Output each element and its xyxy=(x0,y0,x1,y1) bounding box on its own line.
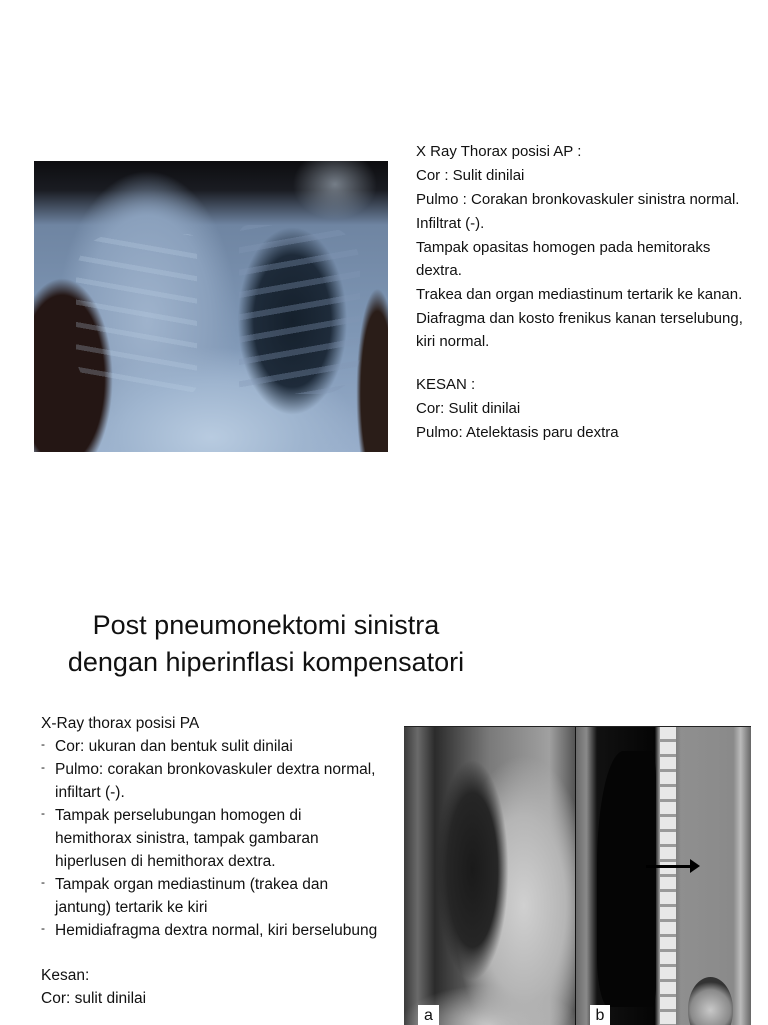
slide-title xyxy=(36,607,496,681)
panel-label-b: b xyxy=(590,1005,611,1025)
panel-label-a: a xyxy=(418,1005,439,1025)
report-line: Tampak opasitas homogen pada hemitoraks dextra. xyxy=(416,239,711,279)
arrow-right-icon xyxy=(646,865,696,868)
report-line: Cor : Sulit dinilai xyxy=(416,167,525,184)
list-item: - Hemidiafragma dextra normal, kiri berselubung xyxy=(41,921,378,939)
right-lung-shadow xyxy=(597,751,657,1007)
dash-bullet-icon: - xyxy=(41,921,45,935)
kesan-line: Pulmo: Atelektasis paru dextra xyxy=(416,424,619,441)
spine-shadow xyxy=(660,727,676,1025)
report-line: Diafragma dan kosto frenikus kanan terselubung, kiri normal. xyxy=(416,310,743,350)
kesan-heading: KESAN : xyxy=(416,376,476,393)
list-item: - Tampak perselubungan homogen di hemithorax sinistra, tampak gambaran hiperlusen di hemithorax dextra. xyxy=(41,806,319,870)
xray-thorax-ap-image xyxy=(34,161,388,452)
xray-ct-figure xyxy=(404,726,751,1025)
kidney-shadow xyxy=(688,977,734,1025)
list-item: - Cor: ukuran dan bentuk sulit dinilai xyxy=(41,737,293,755)
list-item: - Tampak organ mediastinum (trakea dan jantung) tertarik ke kiri xyxy=(41,875,329,916)
left-ribs-shadow xyxy=(239,225,359,394)
kesan-line: Cor: sulit dinilai xyxy=(41,990,147,1007)
report-line: Infiltrat (-). xyxy=(416,215,485,232)
report-line: Pulmo : Corakan bronkovaskuler sinistra normal. xyxy=(416,191,740,208)
list-item: - Pulmo: corakan bronkovaskuler dextra normal, infiltart (-). xyxy=(41,760,376,801)
right-ribs-shadow xyxy=(76,234,196,394)
dash-bullet-icon: - xyxy=(41,875,45,889)
report-line: Trakea dan organ mediastinum tertarik ke kanan. xyxy=(416,286,743,303)
dash-bullet-icon: - xyxy=(41,737,45,751)
findings-list xyxy=(41,735,381,942)
ct-coronal-image xyxy=(575,727,752,1025)
report-heading: X-Ray thorax posisi PA xyxy=(41,715,200,732)
dash-bullet-icon: - xyxy=(41,806,45,820)
dash-bullet-icon: - xyxy=(41,760,45,774)
xray-pa-report xyxy=(41,712,381,1010)
slide-title-line-2: dengan hiperinflasi kompensatori xyxy=(67,647,465,677)
kesan-line: Cor: Sulit dinilai xyxy=(416,400,521,417)
kesan-heading: Kesan: xyxy=(41,967,90,984)
slide-title-line-1: Post pneumonektomi sinistra xyxy=(92,610,440,640)
report-heading: X Ray Thorax posisi AP : xyxy=(416,143,582,160)
xray-ap-report xyxy=(416,140,746,444)
xray-pa-image xyxy=(404,727,575,1025)
